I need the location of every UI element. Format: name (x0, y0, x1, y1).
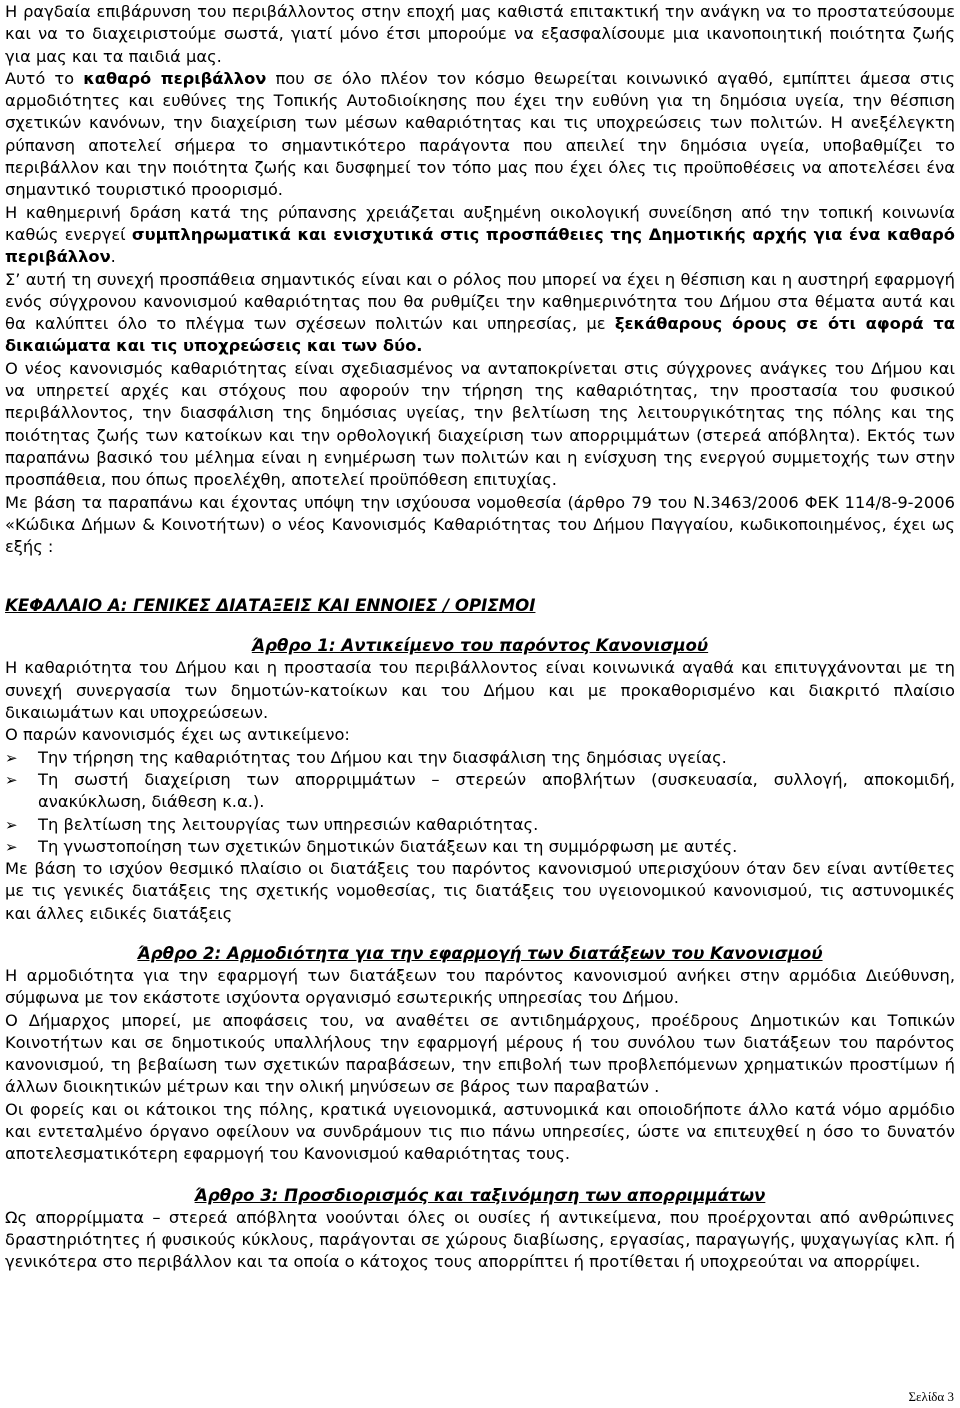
bold-text-run: ξεκάθαρους όρους σε ότι αφορά τα δικαιώματα και τις υποχρεώσεις και των δύο. (5, 314, 955, 356)
intro-paragraph-3 (5, 202, 955, 269)
article-1-title: Άρθρο 1: Αντικείμενο του παρόντος Κανονισμού (251, 636, 709, 656)
intro-paragraph-2 (5, 68, 955, 202)
arrow-bullet-icon: ➢ (5, 770, 18, 789)
list-item-text: Την τήρηση της καθαριότητας του Δήμου και την διασφάλιση της δημόσιας υγείας. (38, 747, 727, 767)
article-1-paragraph-2: Ο παρών κανονισμός έχει ως αντικείμενο: (5, 725, 350, 745)
list-item-text: Τη σωστή διαχείριση των απορριμμάτων – στερεών αποβλήτων (συσκευασία, συλλογή, αποκομιδή, ανακύκλωση, διάθεση κ.α.). (38, 769, 955, 812)
intro-paragraph-1: Η ραγδαία επιβάρυνση του περιβάλλοντος στην εποχή μας καθιστά επιτακτική την ανάγκη να το προστατεύσουμε και να το διαχειριστούμε σωστά, γιατί μόνο έτσι μπορούμε να εξασφαλίσουμε μια ικανοποιητική ποιότητα ζωής για μας και τα παιδιά μας. (5, 2, 955, 66)
list-item (5, 836, 955, 858)
list-item (5, 814, 955, 836)
intro-paragraph-6: Με βάση τα παραπάνω και έχοντας υπόψη την ισχύουσα νομοθεσία (άρθρο 79 του Ν.3463/2006 ΦΕΚ 114/8-9-2006 «Κώδικα Δήμων & Κοινοτήτων) ο νέος Κανονισμός Καθαριότητας του Δήμου Παγγαίου, κωδικοποιημένος, έχει ως εξής : (5, 492, 955, 557)
bold-text-run: συμπληρωματικά και ενισχυτικά στις προσπάθειες της Δημοτικής αρχής για ένα καθαρό περιβάλλον (5, 224, 955, 267)
list-item (5, 747, 955, 769)
arrow-bullet-icon: ➢ (5, 748, 18, 767)
text-run: Η καθημερινή δράση κατά της ρύπανσης χρειάζεται αυξημένη οικολογική συνείδηση από την τοπική κοινωνία καθώς ενεργεί (5, 202, 955, 244)
article-1-paragraph-3: Με βάση το ισχύον θεσμικό πλαίσιο οι διατάξεις του παρόντος κανονισμού υπερισχύουν όταν δεν είναι αντίθετες με τις γενικές διατάξεις της σχετικής νομοθεσίας, τις διατάξεις του υγειονομικού κανονισμού, τις αστυνομικές και άλλες ειδικές διατάξεις (5, 859, 955, 923)
article-3-paragraph-1: Ως απορρίμματα – στερεά απόβλητα νοούνται όλες οι ουσίες ή αντικείμενα, που προέρχονται από ανθρώπινες δραστηριότητες ή φυσικούς κύκλους, παράγονται σε χώρους διαβίωσης, εργασίας, παραγωγής, ψυχαγωγίας κλπ. ή γενικότερα στο περιβάλλον και τα οποία ο κάτοχος τους απορρίπτει ή προτίθεται ή υποχρεούται να απορρίψει. (5, 1207, 955, 1272)
article-2-paragraph-2: Ο Δήμαρχος μπορεί, με αποφάσεις του, να αναθέτει σε αντιδημάρχους, προέδρους Δημοτικών και Τοπικών Κοινοτήτων και σε δημοτικούς υπαλλήλους την εφαρμογή μέρους ή του συνόλου των διατάξεων του παρόντος κανονισμού, τη βεβαίωση των σχετικών παραβάσεων, την επιβολή των προβλεπόμενων χρηματικών προστίμων ή άλλων διοικητικών μέτρων και την ολική μηνύσεων σε βάρος των παραβατών . (5, 1010, 955, 1097)
bold-text-run: καθαρό περιβάλλον (83, 68, 267, 88)
text-run: . (110, 247, 116, 267)
article-2-paragraph-1: Η αρμοδιότητα για την εφαρμογή των διατάξεων του παρόντος κανονισμού ανήκει στην αρμόδια Διεύθυνση, σύμφωνα με τον εκάστοτε ισχύοντα οργανισμό εσωτερικής υπηρεσίας του Δήμου. (5, 965, 955, 1008)
list-item-text: Τη βελτίωση της λειτουργίας των υπηρεσιών καθαριότητας. (38, 814, 539, 834)
document-page (5, 0, 955, 1274)
article-1-bullet-list (5, 747, 955, 858)
list-item (5, 769, 955, 814)
text-run: Αυτό το (5, 68, 84, 88)
intro-paragraph-4 (5, 269, 955, 358)
text-run: που σε όλο πλέον τον κόσμο θεωρείται κοινωνικό αγαθό, εμπίπτει άμεσα στις αρμοδιότητες και ευθύνες της Τοπικής Αυτοδιοίκησης που έχει την ευθύνη για τη δημόσια υγεία, την θέσπιση σχετικών κανόνων, την διαχείριση των μέσων καθαριότητας και τις υποχρεώσεις των πολιτών. Η ανεξέλεγκτη ρύπανση αποτελεί σήμερα το σημαντικότερο παράγοντα που απειλεί την δημόσια υγεία, υποβαθμίζει το περιβάλλον και την ποιότητα ζωής και δυσφημεί τον τόπο μας που έχει όλες τις προϋποθέσεις να αποτελέσει ένα σημαντικό τουριστικό προορισμό. (5, 68, 956, 200)
page-number: Σελίδα 3 (908, 1389, 954, 1404)
article-3-title: Άρθρο 3: Προσδιορισμός και ταξινόμηση των απορριμμάτων (194, 1185, 766, 1205)
text-run: Σ’ αυτή τη συνεχή προσπάθεια σημαντικός είναι και ο ρόλος που μπορεί να έχει η θέσπιση και η αυστηρή εφαρμογή ενός σύγχρονου κανονισμού καθαριότητας που θα ρυθμίζει την καθημερινότητα του Δήμου στα θέματα αυτά και θα καλύπτει όλο το πλέγμα των σχέσεων πολιτών και υπηρεσίας, με (5, 269, 955, 334)
article-1-paragraph-1: Η καθαριότητα του Δήμου και η προστασία του περιβάλλοντος είναι κοινωνικά αγαθά και επιτυγχάνονται με τη συνεχή συνεργασία των δημοτών-κατοίκων και του Δήμου και με προκαθορισμένο και διακριτό πλαίσιο δικαιωμάτων και υποχρεώσεων. (5, 658, 955, 723)
chapter-title: ΚΕΦΑΛΑΙΟ Α: ΓΕΝΙΚΕΣ ΔΙΑΤΑΞΕΙΣ ΚΑΙ ΕΝΝΟΙΕΣ / ΟΡΙΣΜΟΙ (5, 596, 536, 616)
arrow-bullet-icon: ➢ (5, 837, 18, 856)
arrow-bullet-icon: ➢ (5, 815, 18, 834)
intro-paragraph-5: Ο νέος κανονισμός καθαριότητας είναι σχεδιασμένος να ανταποκρίνεται στις σύγχρονες ανάγκες του Δήμου και να υπηρετεί αρχές και στόχους που αφορούν την τήρηση της καθαριότητας, την προστασία του φυσικού περιβάλλοντος, την διασφάλιση της δημόσιας υγείας, την βελτίωση της λειτουργικότητας της πόλης και της ποιότητας ζωής των κατοίκων και την ορθολογική διαχείριση των απορριμμάτων (στερεά απόβλητα). Εκτός των παραπάνω βασικό του μέλημα είναι η ενημέρωση των πολιτών και η ενίσχυση της ενεργού συμμετοχής των στην προσπάθεια, που όπως προελέχθη, αποτελεί προϋπόθεση επιτυχίας. (5, 358, 955, 490)
article-2-paragraph-3: Οι φορείς και οι κάτοικοι της πόλης, κρατικά υγειονομικά, αστυνομικά και οποιοδήποτε άλλο κατά νόμο αρμόδιο και εντεταλμένο όργανο οφείλουν να συνδράμουν τις πιο πάνω υπηρεσίες, ώστε να επιτευχθεί η όσο το δυνατόν αποτελεσματικότερη εφαρμογή του Κανονισμού καθαριότητας τους. (5, 1099, 955, 1164)
article-2-title: Άρθρο 2: Αρμοδιότητα για την εφαρμογή των διατάξεων του Κανονισμού (137, 943, 823, 963)
list-item-text: Τη γνωστοποίηση των σχετικών δημοτικών διατάξεων και τη συμμόρφωση με αυτές. (38, 836, 738, 856)
